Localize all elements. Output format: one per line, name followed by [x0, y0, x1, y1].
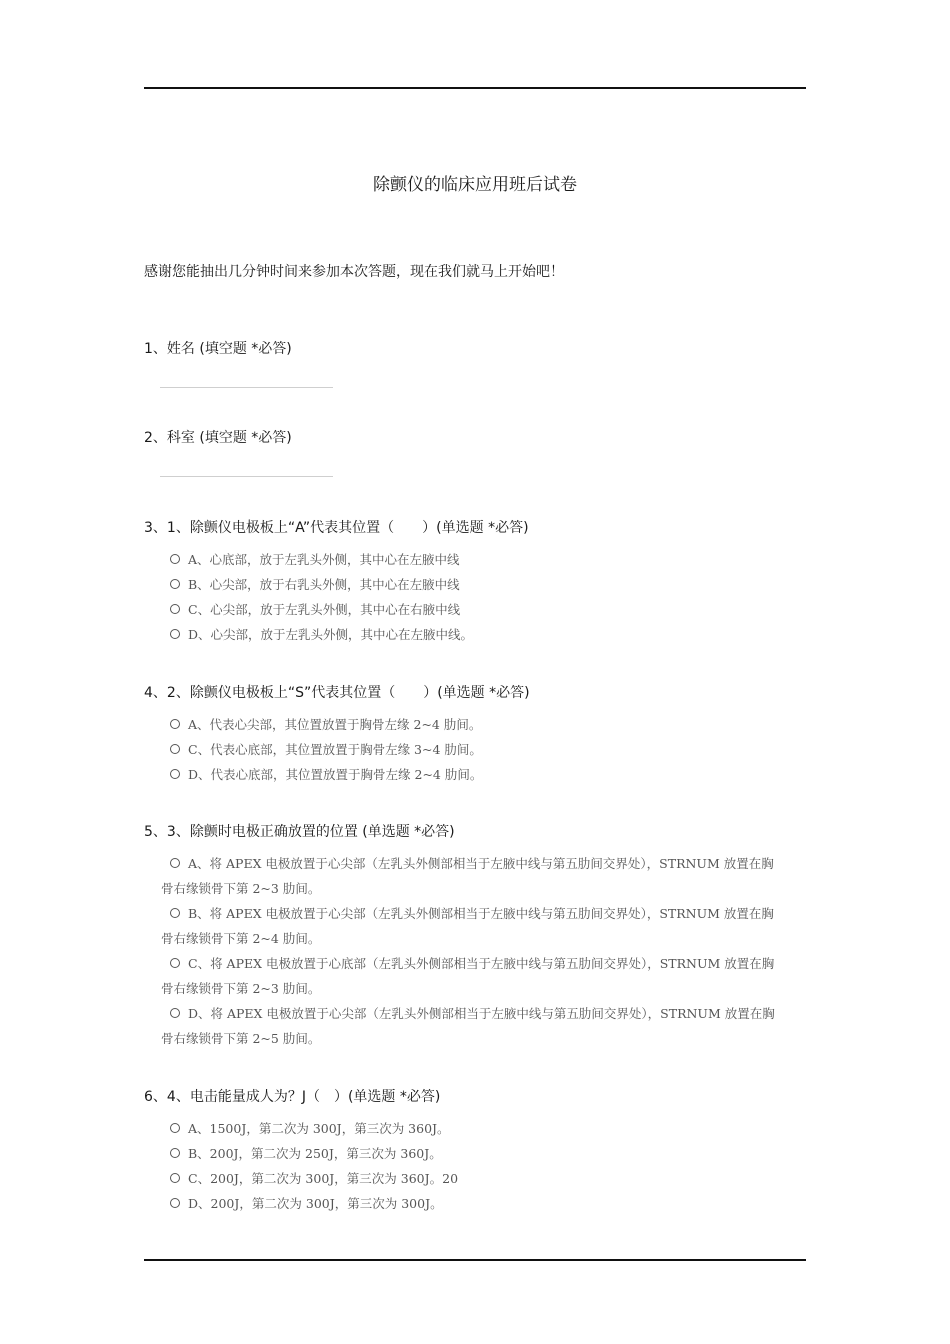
radio-icon[interactable] [170, 1123, 180, 1133]
option-item[interactable] [144, 572, 806, 597]
option-list [144, 851, 806, 1051]
question-3 [144, 518, 806, 647]
option-text: B、200J，第二次为 250J，第三次为 360J。 [188, 1146, 442, 1161]
option-text: C、200J，第二次为 300J，第三次为 360J。20 [188, 1171, 459, 1186]
option-list [144, 547, 806, 647]
option-item[interactable] [144, 1001, 806, 1051]
option-list [144, 1116, 806, 1216]
name-input-line[interactable] [160, 387, 333, 388]
radio-icon[interactable] [170, 958, 180, 968]
option-item[interactable] [144, 1141, 806, 1166]
radio-icon[interactable] [170, 719, 180, 729]
option-item[interactable] [144, 622, 806, 647]
question-name [144, 339, 806, 359]
option-item[interactable] [144, 1191, 806, 1216]
option-text: A、代表心尖部，其位置放置于胸骨左缘 2~4 肋间。 [188, 717, 482, 732]
option-text: A、1500J，第二次为 300J，第三次为 360J。 [188, 1121, 450, 1136]
question-label: 5、3、除颤时电极正确放置的位置 (单选题 *必答) [144, 824, 455, 840]
option-text: D、将 APEX 电极放置于心尖部（左乳头外侧部相当于左腋中线与第五肋间交界处），STRNUM 放置在胸骨右缘锁骨下第 2~5 肋间。 [161, 1006, 775, 1046]
option-text: C、将 APEX 电极放置于心底部（左乳头外侧部相当于左腋中线与第五肋间交界处），STRNUM 放置在胸骨右缘锁骨下第 2~3 肋间。 [161, 956, 775, 996]
option-text: D、200J，第二次为 300J，第三次为 300J。 [188, 1196, 443, 1211]
department-input-line[interactable] [160, 476, 333, 477]
question-5 [144, 822, 806, 1051]
option-text: A、心底部，放于左乳头外侧，其中心在左腋中线 [188, 552, 460, 567]
option-text: A、将 APEX 电极放置于心尖部（左乳头外侧部相当于左腋中线与第五肋间交界处），STRNUM 放置在胸骨右缘锁骨下第 2~3 肋间。 [161, 856, 774, 896]
page-title: 除颤仪的临床应用班后试卷 [373, 175, 577, 195]
option-item[interactable] [144, 737, 806, 762]
option-text: B、将 APEX 电极放置于心尖部（左乳头外侧部相当于左腋中线与第五肋间交界处），STRNUM 放置在胸骨右缘锁骨下第 2~4 肋间。 [161, 906, 774, 946]
option-item[interactable] [144, 951, 806, 1001]
option-list [144, 712, 806, 787]
option-text: B、心尖部，放于右乳头外侧，其中心在左腋中线 [188, 577, 460, 592]
radio-icon[interactable] [170, 1198, 180, 1208]
question-label: 3、1、除颤仪电极板上“A”代表其位置（ ）(单选题 *必答) [144, 520, 529, 536]
option-item[interactable] [144, 597, 806, 622]
radio-icon[interactable] [170, 604, 180, 614]
question-label: 1、姓名 (填空题 *必答) [144, 341, 292, 357]
option-item[interactable] [144, 1166, 806, 1191]
radio-icon[interactable] [170, 908, 180, 918]
option-item[interactable] [144, 547, 806, 572]
question-label: 4、2、除颤仪电极板上“S”代表其位置（ ）(单选题 *必答) [144, 685, 530, 701]
radio-icon[interactable] [170, 1008, 180, 1018]
option-item[interactable] [144, 712, 806, 737]
radio-icon[interactable] [170, 1173, 180, 1183]
question-4 [144, 683, 806, 787]
question-label: 2、科室 (填空题 *必答) [144, 430, 292, 446]
question-6 [144, 1087, 806, 1216]
radio-icon[interactable] [170, 858, 180, 868]
intro-text: 感谢您能抽出几分钟时间来参加本次答题，现在我们就马上开始吧！ [144, 264, 564, 280]
option-item[interactable] [144, 762, 806, 787]
radio-icon[interactable] [170, 769, 180, 779]
radio-icon[interactable] [170, 1148, 180, 1158]
option-text: D、代表心底部，其位置放置于胸骨左缘 2~4 肋间。 [188, 767, 483, 782]
option-text: C、心尖部，放于左乳头外侧，其中心在右腋中线 [188, 602, 461, 617]
option-item[interactable] [144, 851, 806, 901]
option-item[interactable] [144, 901, 806, 951]
footer-rule [144, 1259, 806, 1261]
radio-icon[interactable] [170, 554, 180, 564]
question-label: 6、4、电击能量成人为？J（ ）(单选题 *必答) [144, 1089, 441, 1105]
radio-icon[interactable] [170, 744, 180, 754]
option-text: D、心尖部，放于左乳头外侧，其中心在左腋中线。 [188, 627, 474, 642]
header-rule [144, 87, 806, 89]
option-text: C、代表心底部，其位置放置于胸骨左缘 3~4 肋间。 [188, 742, 482, 757]
radio-icon[interactable] [170, 579, 180, 589]
question-department [144, 428, 806, 448]
radio-icon[interactable] [170, 629, 180, 639]
option-item[interactable] [144, 1116, 806, 1141]
